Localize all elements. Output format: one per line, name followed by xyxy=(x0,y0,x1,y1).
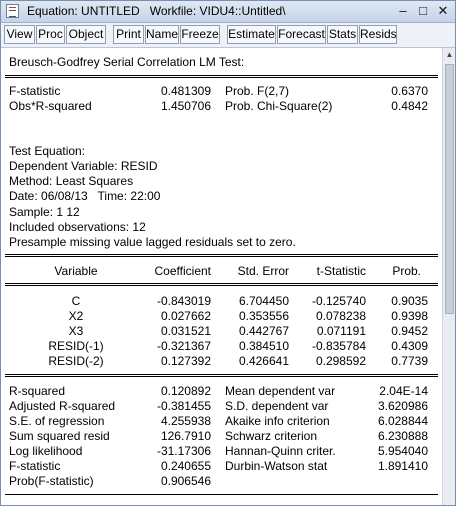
divider xyxy=(5,256,438,257)
coef-value: 0.027662 xyxy=(160,309,211,323)
stat-value: 6.028844 xyxy=(377,414,428,428)
test-label: Obs*R-squared xyxy=(9,99,92,113)
test-label: F-statistic xyxy=(9,84,61,98)
coef-variable: RESID(-2) xyxy=(48,354,104,368)
stat-value: -31.17306 xyxy=(156,444,211,458)
equation-icon xyxy=(6,4,19,18)
stats-button[interactable]: Stats xyxy=(327,25,358,44)
stat-value: 4.255938 xyxy=(160,414,211,428)
test-heading: Breusch-Godfrey Serial Correlation LM Test: xyxy=(9,55,245,69)
col-header-t-statistic: t-Statistic xyxy=(316,264,366,278)
stat-value: 126.7910 xyxy=(160,429,211,443)
test-prob-label: Prob. Chi-Square(2) xyxy=(225,99,333,113)
stat-label: Log likelihood xyxy=(9,444,83,458)
freeze-button[interactable]: Freeze xyxy=(180,25,220,44)
vertical-scrollbar[interactable] xyxy=(442,48,456,505)
stat-value: 0.240655 xyxy=(160,459,211,473)
test-prob-value: 0.6370 xyxy=(391,84,428,98)
scroll-up-arrow-icon[interactable]: ▲ xyxy=(445,50,454,59)
col-header-prob: Prob. xyxy=(392,264,421,278)
coef-variable: C xyxy=(71,294,81,308)
coef-value: -0.843019 xyxy=(156,294,211,308)
test-prob-value: 0.4842 xyxy=(391,99,428,113)
forecast-button[interactable]: Forecast xyxy=(277,25,326,44)
col-header-coefficient: Coefficient xyxy=(154,264,211,278)
col-header-variable: Variable xyxy=(54,264,98,278)
name-button[interactable]: Name xyxy=(145,25,179,44)
divider xyxy=(5,283,438,284)
coef-std-error: 6.704450 xyxy=(238,294,289,308)
stat-label: Schwarz criterion xyxy=(225,429,318,443)
test-value: 0.481309 xyxy=(160,84,211,98)
stat-label: Akaike info criterion xyxy=(225,414,330,428)
divider xyxy=(5,75,438,76)
divider xyxy=(5,376,438,377)
coef-variable: X3 xyxy=(68,324,84,338)
stat-label: Adjusted R-squared xyxy=(9,399,116,413)
stat-label: Prob(F-statistic) xyxy=(9,474,94,488)
test-prob-label: Prob. F(2,7) xyxy=(225,84,290,98)
stat-label: Hannan-Quinn criter. xyxy=(225,444,336,458)
close-button[interactable]: ✕ xyxy=(437,3,449,18)
coef-prob: 0.9452 xyxy=(391,324,428,338)
coef-value: -0.321367 xyxy=(156,339,211,353)
resids-button[interactable]: Resids xyxy=(359,25,397,44)
divider xyxy=(5,254,438,255)
divider xyxy=(5,374,438,375)
info-line: Date: 06/08/13 Time: 22:00 xyxy=(9,189,161,203)
info-line: Included observations: 12 xyxy=(9,220,146,234)
info-line: Test Equation: xyxy=(9,144,86,158)
info-line: Method: Least Squares xyxy=(9,174,134,188)
stat-value: 0.906546 xyxy=(160,474,211,488)
stat-value: 0.120892 xyxy=(160,384,211,398)
coef-t-statistic: -0.125740 xyxy=(311,294,366,308)
coef-prob: 0.9035 xyxy=(391,294,428,308)
output-pane xyxy=(1,48,442,505)
title-bar[interactable] xyxy=(1,1,455,23)
divider xyxy=(5,77,438,78)
coef-prob: 0.7739 xyxy=(391,354,428,368)
scroll-thumb[interactable] xyxy=(445,64,454,314)
stat-label: Sum squared resid xyxy=(9,429,110,443)
window-title: Equation: UNTITLED Workfile: VIDU4::Untitled\ xyxy=(27,4,286,18)
coef-variable: RESID(-1) xyxy=(48,339,104,353)
divider xyxy=(5,285,438,286)
coef-t-statistic: -0.835784 xyxy=(311,339,366,353)
coef-std-error: 0.384510 xyxy=(238,339,289,353)
stat-value: 1.891410 xyxy=(377,459,428,473)
info-line: Dependent Variable: RESID xyxy=(9,159,158,173)
stat-label: S.E. of regression xyxy=(9,414,105,428)
stat-label: R-squared xyxy=(9,384,66,398)
col-header-std-error: Std. Error xyxy=(237,264,289,278)
coef-t-statistic: 0.298592 xyxy=(315,354,366,368)
coef-value: 0.127392 xyxy=(160,354,211,368)
stat-value: 5.954040 xyxy=(377,444,428,458)
coef-t-statistic: 0.078238 xyxy=(315,309,366,323)
stat-label: S.D. dependent var xyxy=(225,399,329,413)
info-line: Sample: 1 12 xyxy=(9,205,80,219)
coef-prob: 0.9398 xyxy=(391,309,428,323)
maximize-button[interactable]: □ xyxy=(419,3,427,18)
minimize-button[interactable]: – xyxy=(399,3,407,18)
estimate-button[interactable]: Estimate xyxy=(227,25,276,44)
divider xyxy=(5,494,438,495)
stat-label: Mean dependent var xyxy=(225,384,336,398)
coef-prob: 0.4309 xyxy=(391,339,428,353)
stat-value: 6.230888 xyxy=(377,429,428,443)
stat-value: -0.381455 xyxy=(156,399,211,413)
coef-std-error: 0.353556 xyxy=(238,309,289,323)
toolbar xyxy=(1,23,455,48)
coef-std-error: 0.442767 xyxy=(238,324,289,338)
coef-std-error: 0.426641 xyxy=(238,354,289,368)
object-button[interactable]: Object xyxy=(66,25,106,44)
print-button[interactable]: Print xyxy=(113,25,144,44)
coef-variable: X2 xyxy=(68,309,84,323)
stat-value: 2.04E-14 xyxy=(379,384,428,398)
coef-t-statistic: 0.071191 xyxy=(316,324,366,338)
proc-button[interactable]: Proc xyxy=(36,25,65,44)
stat-label: Durbin-Watson stat xyxy=(225,459,328,473)
coef-value: 0.031521 xyxy=(160,324,211,338)
info-line: Presample missing value lagged residuals set to zero. xyxy=(9,235,296,249)
stat-value: 3.620986 xyxy=(377,399,428,413)
view-button[interactable]: View xyxy=(4,25,35,44)
test-value: 1.450706 xyxy=(160,99,211,113)
stat-label: F-statistic xyxy=(9,459,61,473)
